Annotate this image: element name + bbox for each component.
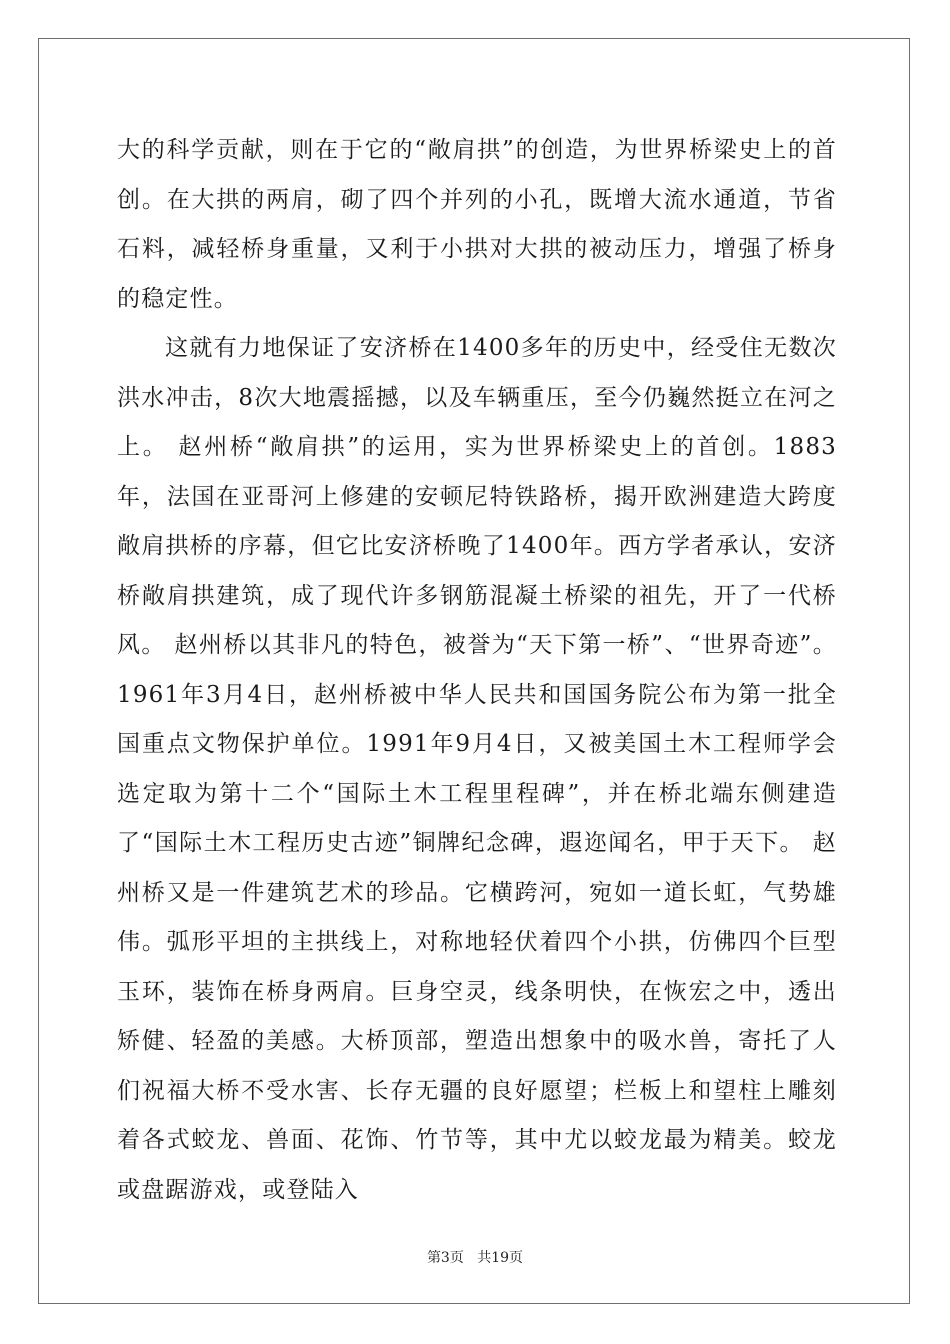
total-pages: 共19页 (477, 1250, 524, 1266)
page-number: 第3页 (426, 1250, 464, 1266)
paragraph-2: 这就有力地保证了安济桥在1400多年的历史中，经受住无数次洪水冲击，8次大地震摇撼，以及车辆重压，至今仍巍然挺立在河之上。 赵州桥“敞肩拱”的运用，实为世界桥梁史上的首创。1883年，法国在亚哥河上修建的安顿尼特铁路桥，揭开欧洲建造大跨度敞肩拱桥的序幕，但它比安济桥晚了1400年。西方学者承认，安济桥敞肩拱建筑，成了现代许多钢筋混凝土桥梁的祖先，开了一代桥风。 赵州桥以其非凡的特色，被誉为“天下第一桥”、“世界奇迹”。1961年3月4日，赵州桥被中华人民共和国国务院公布为第一批全国重点文物保护单位。1991年9月4日，又被美国土木工程师学会选定取为第十二个“国际土木工程里程碑”，并在桥北端东侧建造了“国际土木工程历史古迹”铜牌纪念碑，遐迩闻名，甲于天下。 赵州桥又是一件建筑艺术的珍品。它横跨河，宛如一道长虹，气势雄伟。弧形平坦的主拱线上，对称地轻伏着四个小拱，仿佛四个巨型玉环，装饰在桥身两肩。巨身空灵，线条明快，在恢宏之中，透出矫健、轻盈的美感。大桥顶部，塑造出想象中的吸水兽，寄托了人们祝福大桥不受水害、长存无疆的良好愿望；栏板上和望柱上雕刻着各式蛟龙、兽面、花饰、竹节等，其中尤以蛟龙最为精美。蛟龙或盘踞游戏，或登陆入 (117, 335, 837, 1203)
document-body (117, 126, 837, 1215)
footer-gap (464, 1250, 477, 1266)
page-footer (0, 1249, 950, 1267)
paragraph-1: 大的科学贡献，则在于它的“敞肩拱”的创造，为世界桥梁史上的首创。在大拱的两肩，砌了四个并列的小孔，既增大流水通道，节省石料，减轻桥身重量，又利于小拱对大拱的被动压力，增强了桥身的稳定性。 (117, 137, 837, 312)
